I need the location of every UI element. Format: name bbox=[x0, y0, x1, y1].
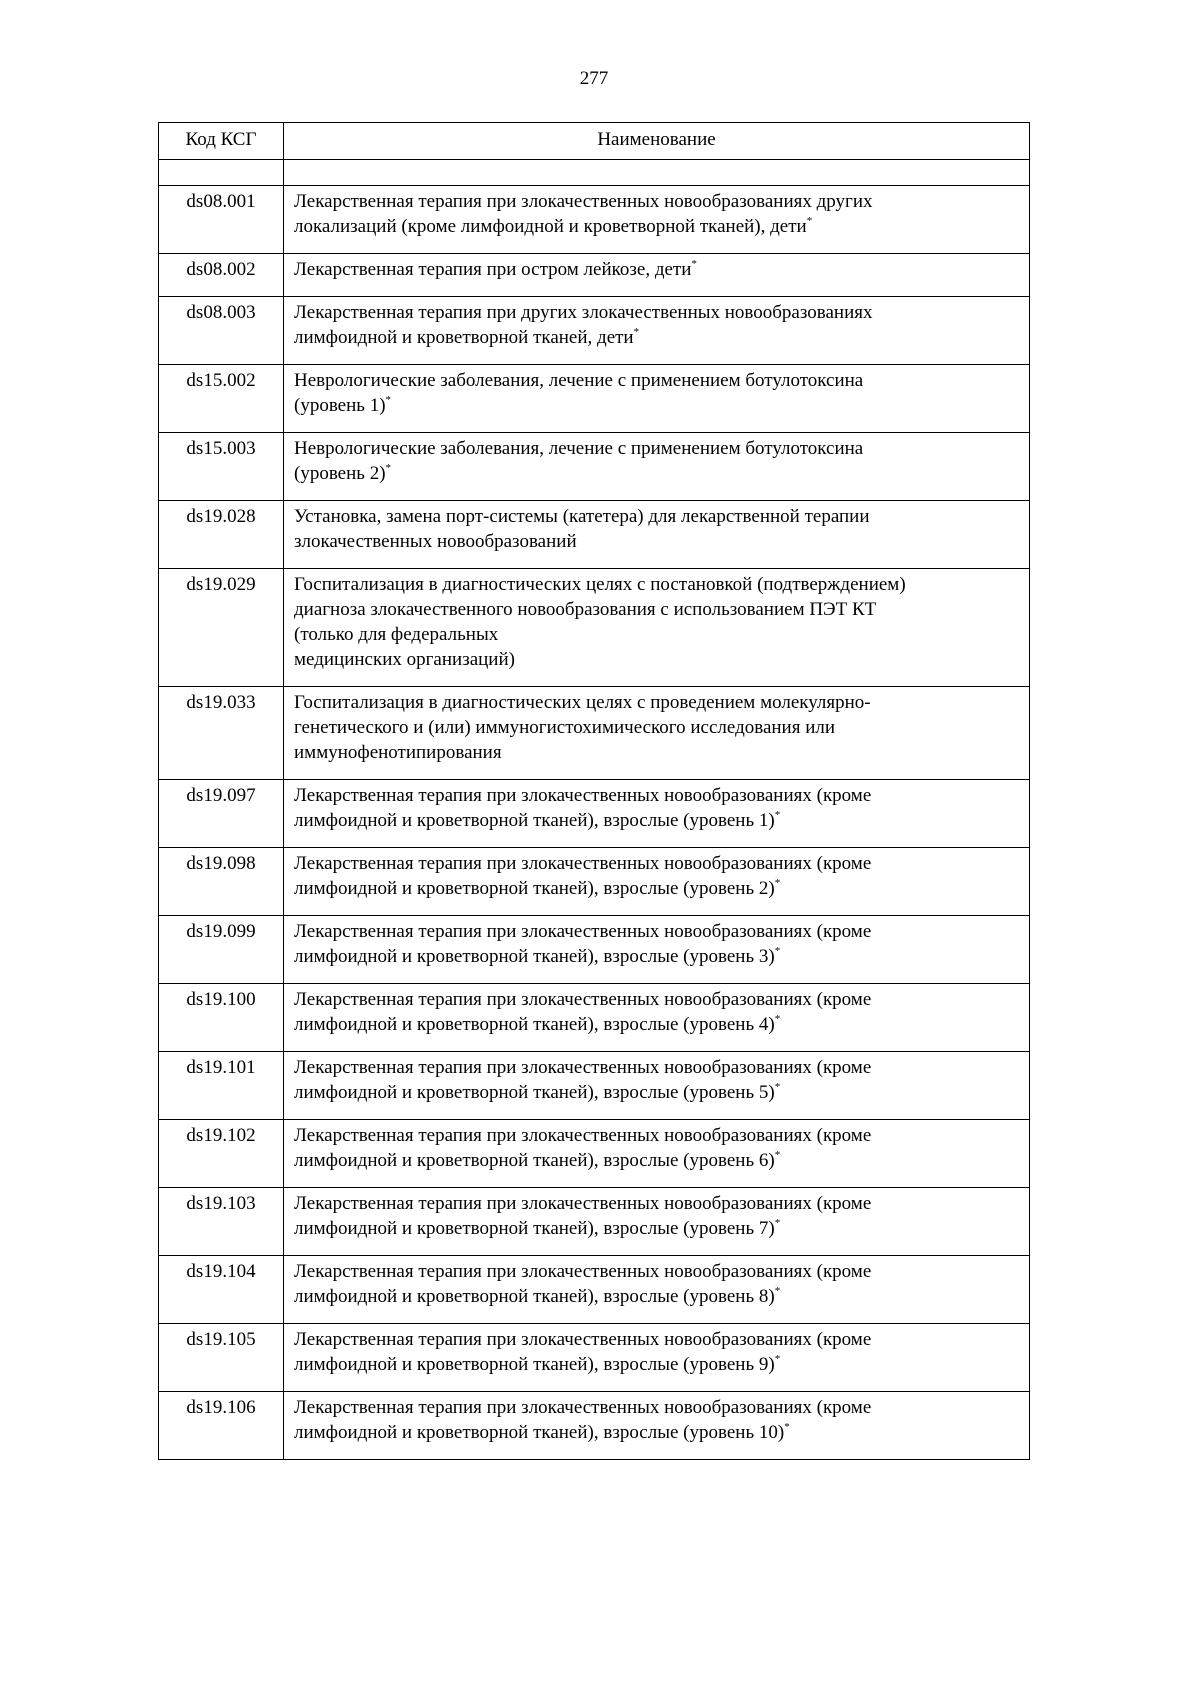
ksg-code-cell: ds15.003 bbox=[159, 433, 284, 501]
ksg-name-cell bbox=[284, 501, 1030, 569]
ksg-code-cell: ds08.001 bbox=[159, 186, 284, 254]
footnote-mark: * bbox=[691, 257, 697, 270]
column-header-code: Код КСГ bbox=[159, 123, 284, 160]
ksg-name-text: Лекарственная терапия при остром лейкозе, дети bbox=[294, 259, 692, 280]
table-row bbox=[159, 186, 1030, 254]
footnote-mark: * bbox=[774, 1080, 781, 1093]
ksg-table bbox=[158, 122, 1030, 1460]
ksg-code-cell: ds08.003 bbox=[159, 297, 284, 365]
table-row bbox=[159, 254, 1030, 297]
ksg-code-cell: ds19.106 bbox=[159, 1392, 284, 1460]
ksg-code-cell: ds08.002 bbox=[159, 254, 284, 297]
ksg-code-cell: ds19.105 bbox=[159, 1324, 284, 1392]
ksg-name-cell bbox=[284, 848, 1030, 916]
table-row bbox=[159, 1392, 1030, 1460]
page-number: 277 bbox=[579, 68, 609, 89]
footnote-mark: * bbox=[774, 876, 781, 889]
ksg-name-text: Неврологические заболевания, лечение с применением ботулотоксина (уровень 2) bbox=[294, 438, 864, 484]
table-body bbox=[159, 160, 1030, 1460]
column-header-name: Наименование bbox=[284, 123, 1030, 160]
table-row bbox=[159, 687, 1030, 780]
footnote-mark: * bbox=[774, 1216, 781, 1229]
table-row bbox=[159, 1324, 1030, 1392]
footnote-mark: * bbox=[774, 1352, 781, 1365]
table-row bbox=[159, 1052, 1030, 1120]
table-row bbox=[159, 569, 1030, 687]
table-row bbox=[159, 848, 1030, 916]
ksg-name-cell bbox=[284, 916, 1030, 984]
ksg-name-text: Установка, замена порт-системы (катетера) для лекарственной терапии злокачественных новообразований bbox=[294, 506, 870, 552]
footnote-mark: * bbox=[774, 1012, 781, 1025]
footnote-mark: * bbox=[774, 1148, 781, 1161]
table-row bbox=[159, 1188, 1030, 1256]
ksg-code-cell: ds19.103 bbox=[159, 1188, 284, 1256]
ksg-name-cell bbox=[284, 1392, 1030, 1460]
ksg-code-cell: ds19.033 bbox=[159, 687, 284, 780]
footnote-mark: * bbox=[633, 325, 640, 338]
ksg-code-cell: ds19.099 bbox=[159, 916, 284, 984]
ksg-name-text: Лекарственная терапия при злокачественных новообразованиях (кроме лимфоидной и кроветворной тканей), взрослые (уровень 10) bbox=[294, 1397, 872, 1443]
ksg-name-text: Лекарственная терапия при других злокачественных новообразованиях лимфоидной и кроветворной тканей, дети bbox=[294, 302, 873, 348]
ksg-name-text: Лекарственная терапия при злокачественных новообразованиях (кроме лимфоидной и кроветворной тканей), взрослые (уровень 2) bbox=[294, 853, 872, 899]
table-row bbox=[159, 1256, 1030, 1324]
ksg-name-text: Госпитализация в диагностических целях с постановкой (подтверждением) диагноза злокачественного новообразования с использованием ПЭТ КТ (только для федеральных медицинских организаций) bbox=[294, 574, 906, 670]
ksg-name-cell bbox=[284, 1120, 1030, 1188]
ksg-name-cell bbox=[284, 1256, 1030, 1324]
table-row bbox=[159, 1120, 1030, 1188]
ksg-name-cell bbox=[284, 365, 1030, 433]
footnote-mark: * bbox=[774, 808, 781, 821]
ksg-name-text: Лекарственная терапия при злокачественных новообразованиях (кроме лимфоидной и кроветворной тканей), взрослые (уровень 9) bbox=[294, 1329, 872, 1375]
footnote-mark: * bbox=[385, 461, 392, 474]
footnote-mark: * bbox=[385, 393, 392, 406]
table-header-row bbox=[159, 123, 1030, 160]
ksg-name-cell bbox=[284, 1052, 1030, 1120]
ksg-name-text: Лекарственная терапия при злокачественных новообразованиях (кроме лимфоидной и кроветворной тканей), взрослые (уровень 3) bbox=[294, 921, 872, 967]
ksg-name-text: Лекарственная терапия при злокачественных новообразованиях (кроме лимфоидной и кроветворной тканей), взрослые (уровень 8) bbox=[294, 1261, 872, 1307]
ksg-name-cell bbox=[284, 687, 1030, 780]
ksg-name-cell bbox=[284, 984, 1030, 1052]
ksg-code-cell: ds19.029 bbox=[159, 569, 284, 687]
table-row bbox=[159, 984, 1030, 1052]
ksg-name-text: Госпитализация в диагностических целях с проведением молекулярно- генетического и (или) иммуногистохимического исследования или иммунофенотипирования bbox=[294, 692, 871, 763]
ksg-name-cell bbox=[284, 1324, 1030, 1392]
ksg-name-text: Неврологические заболевания, лечение с применением ботулотоксина (уровень 1) bbox=[294, 370, 864, 416]
table-row-empty bbox=[159, 160, 1030, 186]
ksg-name-text: Лекарственная терапия при злокачественных новообразованиях других локализаций (кроме лимфоидной и кроветворной тканей), дети bbox=[294, 191, 873, 237]
table-row bbox=[159, 433, 1030, 501]
ksg-name-cell bbox=[284, 1188, 1030, 1256]
ksg-name-cell bbox=[284, 433, 1030, 501]
table-row bbox=[159, 297, 1030, 365]
ksg-code-cell: ds19.101 bbox=[159, 1052, 284, 1120]
ksg-code-cell: ds19.097 bbox=[159, 780, 284, 848]
footnote-mark: * bbox=[774, 1284, 781, 1297]
table-row bbox=[159, 365, 1030, 433]
footnote-mark: * bbox=[784, 1420, 790, 1433]
ksg-name-cell bbox=[284, 780, 1030, 848]
ksg-name-cell bbox=[284, 297, 1030, 365]
ksg-name-cell bbox=[284, 254, 1030, 297]
table-cell-empty bbox=[159, 160, 284, 186]
ksg-code-cell: ds15.002 bbox=[159, 365, 284, 433]
ksg-code-cell: ds19.104 bbox=[159, 1256, 284, 1324]
ksg-name-text: Лекарственная терапия при злокачественных новообразованиях (кроме лимфоидной и кроветворной тканей), взрослые (уровень 7) bbox=[294, 1193, 872, 1239]
ksg-code-cell: ds19.098 bbox=[159, 848, 284, 916]
footnote-mark: * bbox=[806, 214, 813, 227]
table-row bbox=[159, 916, 1030, 984]
table-row bbox=[159, 780, 1030, 848]
ksg-name-text: Лекарственная терапия при злокачественных новообразованиях (кроме лимфоидной и кроветворной тканей), взрослые (уровень 6) bbox=[294, 1125, 872, 1171]
table-row bbox=[159, 501, 1030, 569]
ksg-name-cell bbox=[284, 569, 1030, 687]
ksg-code-cell: ds19.028 bbox=[159, 501, 284, 569]
ksg-name-text: Лекарственная терапия при злокачественных новообразованиях (кроме лимфоидной и кроветворной тканей), взрослые (уровень 1) bbox=[294, 785, 872, 831]
table-cell-empty bbox=[284, 160, 1030, 186]
ksg-name-text: Лекарственная терапия при злокачественных новообразованиях (кроме лимфоидной и кроветворной тканей), взрослые (уровень 4) bbox=[294, 989, 872, 1035]
ksg-name-cell bbox=[284, 186, 1030, 254]
ksg-code-cell: ds19.100 bbox=[159, 984, 284, 1052]
footnote-mark: * bbox=[774, 944, 781, 957]
ksg-name-text: Лекарственная терапия при злокачественных новообразованиях (кроме лимфоидной и кроветворной тканей), взрослые (уровень 5) bbox=[294, 1057, 872, 1103]
ksg-code-cell: ds19.102 bbox=[159, 1120, 284, 1188]
